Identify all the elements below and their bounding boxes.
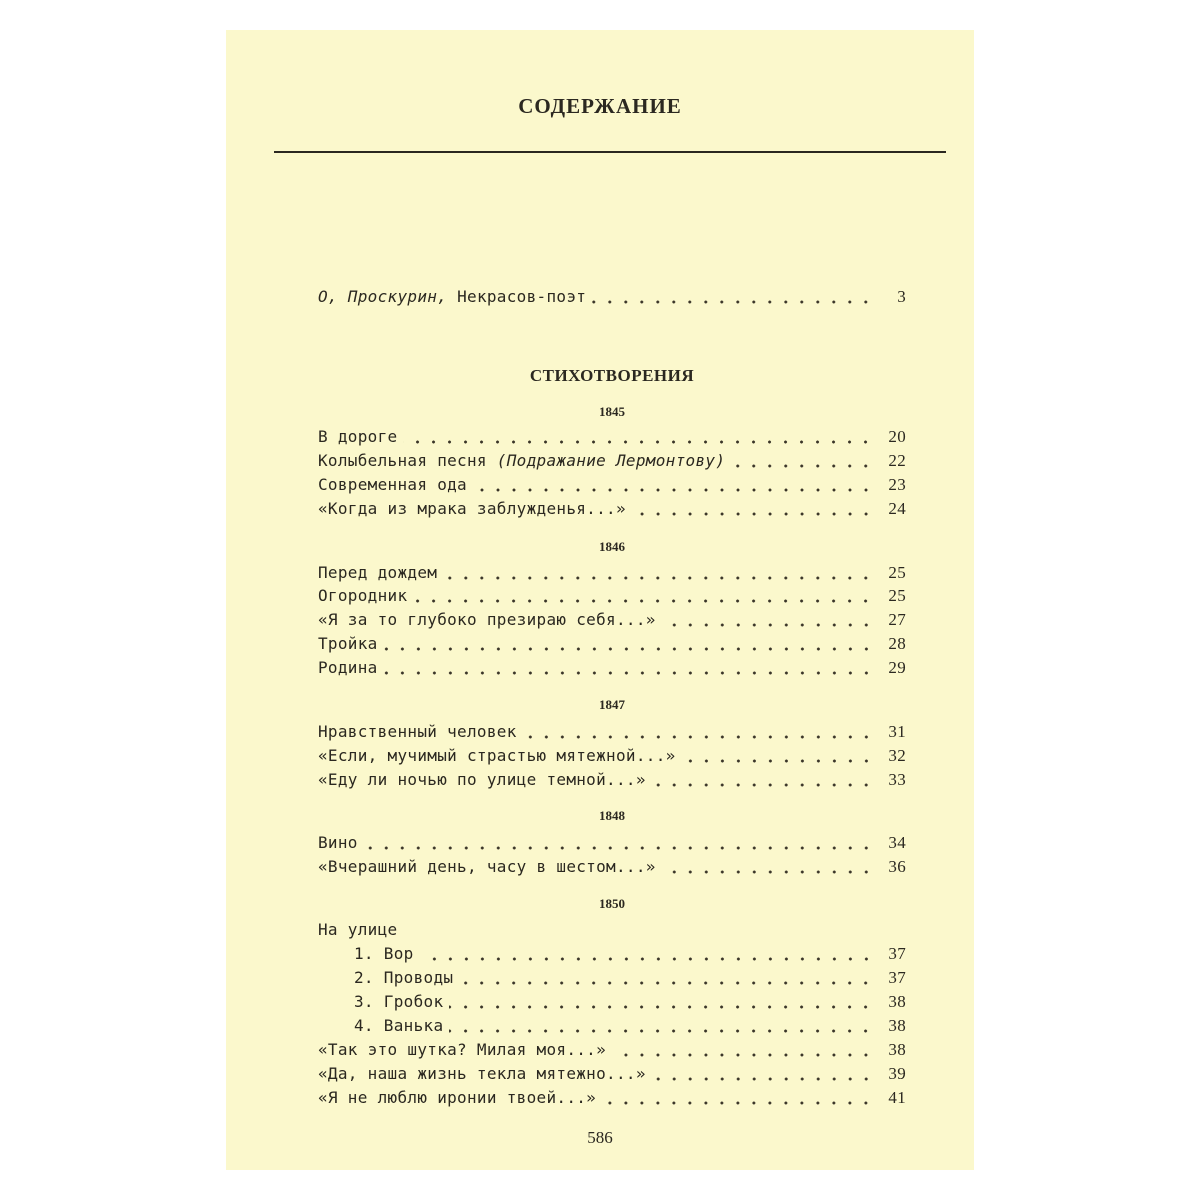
toc-entry-label: Родина: [318, 658, 378, 677]
toc-entry-page: 22: [888, 451, 906, 470]
toc-entry[interactable]: [318, 746, 906, 769]
dot-leader: [592, 300, 874, 304]
toc-entry[interactable]: [318, 833, 906, 856]
book-page: [226, 30, 974, 1170]
toc-entry-label: В дороге: [318, 427, 398, 446]
dot-leader: [682, 759, 874, 763]
toc-entry[interactable]: [318, 1040, 906, 1063]
dot-leader: [420, 957, 874, 961]
toc-entry[interactable]: [318, 586, 906, 609]
toc-entry-page: 36: [888, 857, 906, 876]
dot-leader: [632, 512, 874, 516]
toc-entry-page: 27: [888, 610, 906, 629]
toc-entry[interactable]: [318, 1064, 906, 1087]
toc-entry-page: 29: [888, 658, 906, 677]
toc-group-heading[interactable]: [318, 920, 906, 943]
dot-leader: [413, 599, 874, 603]
toc-entry-label: Вино: [318, 833, 358, 852]
toc-entry-page: 28: [888, 634, 906, 653]
toc-entry-page: 38: [888, 1040, 906, 1059]
toc-entry-page: 24: [888, 499, 906, 518]
toc-entry-page: 38: [888, 992, 906, 1011]
title-rule: [274, 151, 946, 153]
toc-entry-page: 3: [897, 287, 906, 306]
year-heading: 1847: [599, 697, 625, 712]
dot-leader: [662, 623, 874, 627]
year-heading: 1846: [599, 539, 625, 554]
dot-leader: [662, 870, 874, 874]
dot-leader: [459, 981, 874, 985]
toc-entry-label: [318, 287, 586, 306]
dot-leader: [612, 1053, 874, 1057]
toc-entry-label: Тройка: [318, 634, 378, 653]
dot-leader: [449, 1029, 874, 1033]
toc-entry-intro[interactable]: [318, 287, 906, 310]
toc-entry-label: Нравственный человек: [318, 722, 517, 741]
toc-entry-label: 3. Гробок: [354, 992, 444, 1011]
entry-note: (Подражание Лермонтову): [496, 451, 726, 470]
dot-leader: [384, 671, 874, 675]
section-title: СТИХОТВОРЕНИЯ: [529, 366, 695, 385]
intro-author: О, Проскурин,: [318, 287, 448, 306]
page-title: СОДЕРЖАНИЕ: [518, 94, 682, 118]
dot-leader: [443, 576, 874, 580]
toc-entry-page: 34: [888, 833, 906, 852]
toc-entry-page: 20: [888, 427, 906, 446]
toc-entry[interactable]: [318, 634, 906, 657]
toc-entry-label: «Да, наша жизнь текла мятежно...»: [318, 1064, 646, 1083]
toc-entry-label: Огородник: [318, 586, 408, 605]
toc-entry-label: 4. Ванька: [354, 1016, 444, 1035]
dot-leader: [473, 488, 874, 492]
toc-entry-label: 1. Вор: [354, 944, 414, 963]
page-number: 586: [587, 1128, 613, 1147]
entry-title: Колыбельная песня: [318, 451, 487, 470]
toc-entry[interactable]: [318, 610, 906, 633]
toc-entry[interactable]: [318, 451, 906, 474]
dot-leader: [731, 464, 874, 468]
toc-entry-page: 39: [888, 1064, 906, 1083]
toc-entry[interactable]: [318, 563, 906, 586]
toc-entry-label: 2. Проводы: [354, 968, 454, 987]
toc-entry[interactable]: [318, 658, 906, 681]
toc-entry-label: «Если, мучимый страстью мятежной...»: [318, 746, 676, 765]
toc-entry-page: 33: [888, 770, 906, 789]
toc-entry[interactable]: [318, 499, 906, 522]
toc-entry[interactable]: [318, 1088, 906, 1111]
dot-leader: [403, 440, 874, 444]
toc-entry-page: 37: [888, 968, 906, 987]
dot-leader: [523, 735, 874, 739]
year-heading: 1850: [599, 896, 625, 911]
dot-leader: [364, 846, 874, 850]
toc-entry-label: «Я не люблю иронии твоей...»: [318, 1088, 597, 1107]
toc-entry-label: [318, 451, 725, 470]
toc-entry-page: 38: [888, 1016, 906, 1035]
toc-entry[interactable]: [318, 427, 906, 450]
toc-entry-page: 37: [888, 944, 906, 963]
toc-entry-page: 32: [888, 746, 906, 765]
dot-leader: [652, 783, 874, 787]
toc-entry-page: 31: [888, 722, 906, 741]
toc-entry-label: «Так это шутка? Милая моя...»: [318, 1040, 607, 1059]
toc-subentry[interactable]: [318, 968, 906, 991]
dot-leader: [384, 647, 874, 651]
toc-entry-page: 41: [888, 1088, 906, 1107]
toc-entry-label: Перед дождем: [318, 563, 438, 582]
toc-entry-page: 25: [888, 586, 906, 605]
toc-entry-page: 23: [888, 475, 906, 494]
dot-leader: [602, 1101, 874, 1105]
toc-entry[interactable]: [318, 770, 906, 793]
toc-subentry[interactable]: [318, 944, 906, 967]
toc-entry-label: «Вчерашний день, часу в шестом...»: [318, 857, 656, 876]
intro-title: Некрасов-поэт: [457, 287, 587, 306]
toc-entry[interactable]: [318, 475, 906, 498]
toc-entry-label: «Когда из мрака заблужденья...»: [318, 499, 626, 518]
toc-entry-label: «Я за то глубоко презираю себя...»: [318, 610, 656, 629]
toc-entry[interactable]: [318, 722, 906, 745]
dot-leader: [652, 1077, 874, 1081]
toc-group-label: На улице: [318, 920, 398, 939]
toc-subentry[interactable]: [318, 992, 906, 1015]
year-heading: 1848: [599, 808, 625, 823]
toc-subentry[interactable]: [318, 1016, 906, 1039]
toc-entry-label: Современная ода: [318, 475, 467, 494]
toc-entry-page: 25: [888, 563, 906, 582]
dot-leader: [449, 1005, 874, 1009]
toc-entry-label: «Еду ли ночью по улице темной...»: [318, 770, 646, 789]
toc-entry[interactable]: [318, 857, 906, 880]
year-heading: 1845: [599, 404, 625, 419]
